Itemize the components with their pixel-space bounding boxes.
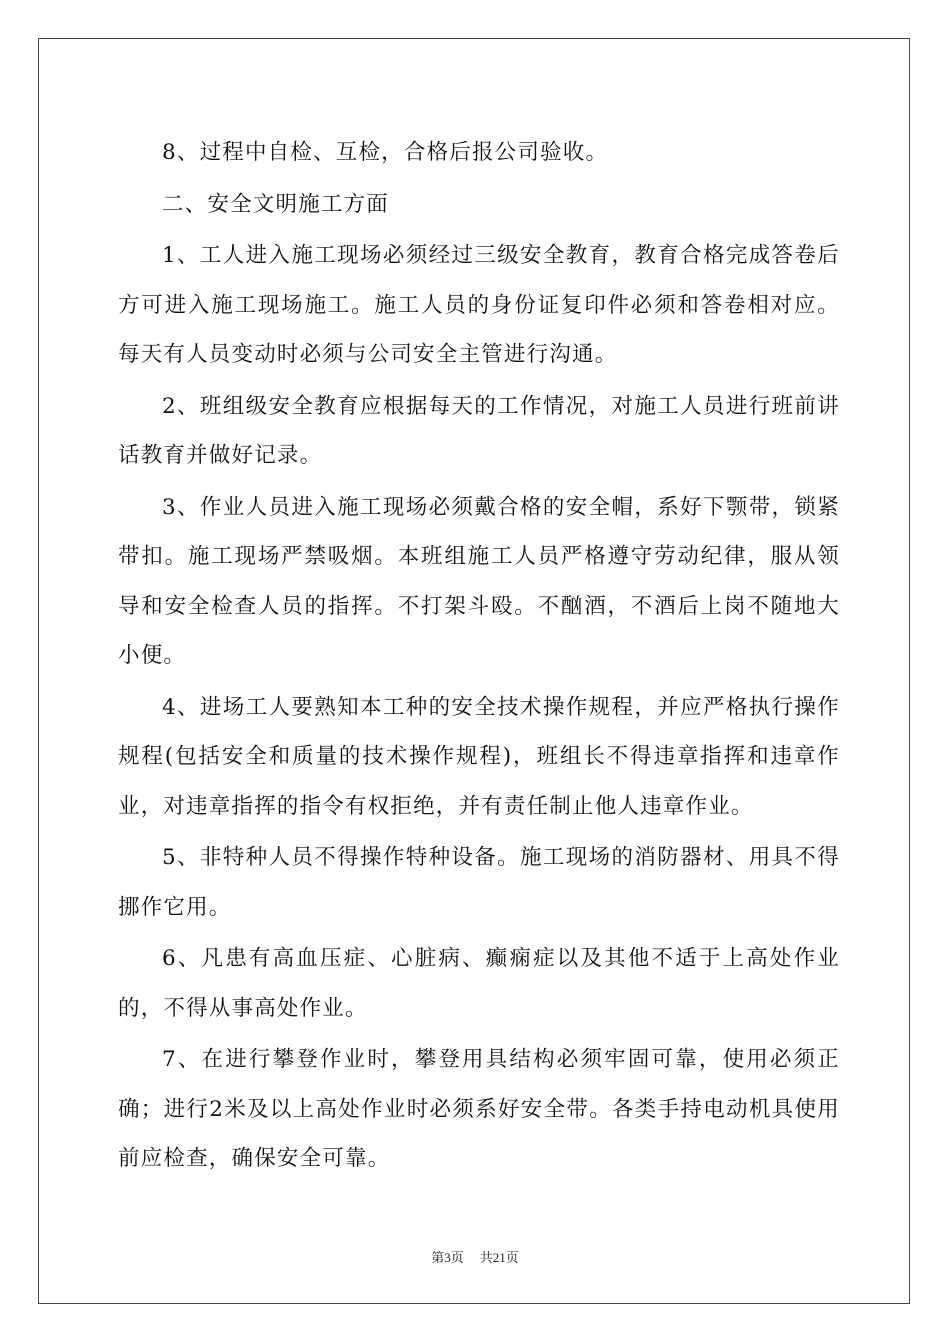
paragraph-safety-1: 1、工人进入施工现场必须经过三级安全教育，教育合格完成答卷后方可进入施工现场施工。施工人员的身份证复印件必须和答卷相对应。每天有人员变动时必须与公司安全主管进行沟通。	[118, 243, 840, 367]
paragraph-safety-5: 5、非特种人员不得操作特种设备。施工现场的消防器材、用具不得挪作它用。	[118, 845, 840, 920]
paragraph-safety-4: 4、进场工人要熟知本工种的安全技术操作规程，并应严格执行操作规程(包括安全和质量的技术操作规程)，班组长不得违章指挥和违章作业，对违章指挥的指令有权拒绝，并有责任制止他人违章作业。	[118, 694, 840, 819]
paragraph-item-8: 8、过程中自检、互检，合格后报公司验收。	[162, 140, 609, 165]
paragraph-safety-2: 2、班组级安全教育应根据每天的工作情况，对施工人员进行班前讲话教育并做好记录。	[118, 393, 840, 468]
paragraph-safety-7: 7、在进行攀登作业时，攀登用具结构必须牢固可靠，使用必须正确；进行2米及以上高处作业时必须系好安全带。各类手持电动机具使用前应检查，确保安全可靠。	[118, 1047, 840, 1171]
paragraph-safety-3: 3、作业人员进入施工现场必须戴合格的安全帽，系好下颚带，锁紧带扣。施工现场严禁吸烟。本班组施工人员严格遵守劳动纪律，服从领导和安全检查人员的指挥。不打架斗殴。不酗酒，不酒后上岗不随地大小便。	[118, 494, 840, 668]
document-body	[118, 128, 840, 1186]
page-footer	[0, 1247, 950, 1266]
paragraph-safety-6: 6、凡患有高血压症、心脏病、癫痫症以及其他不适于上高处作业的，不得从事高处作业。	[118, 946, 840, 1021]
page-number: 第3页	[431, 1250, 464, 1265]
section-heading-safety: 二、安全文明施工方面	[162, 191, 390, 217]
page-total: 共21页	[479, 1250, 519, 1265]
